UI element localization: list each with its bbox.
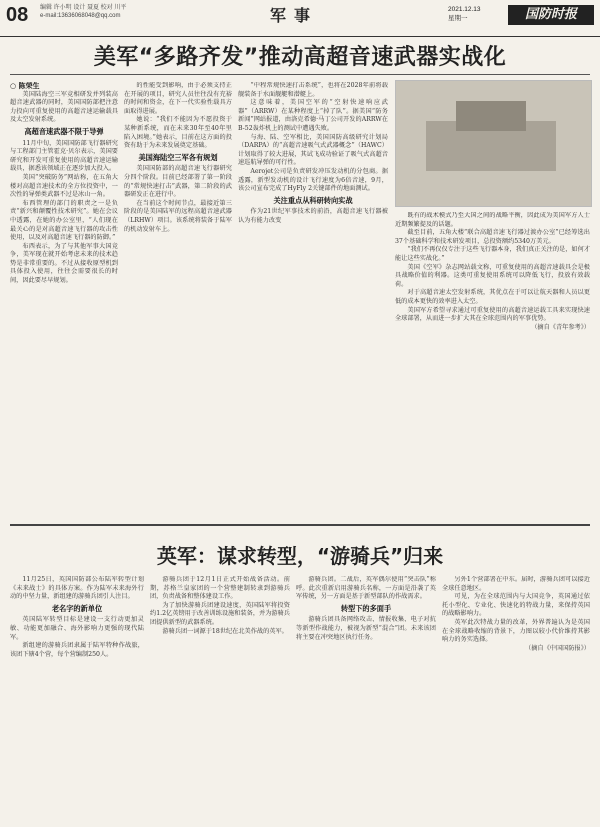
weekday-line: 星期一	[448, 15, 468, 22]
paragraph: 布西管理的部门的职责之一是负责“新兴和颠覆性技术研究”。她在会议中透露，在她的办公室里，“人们现在最关心的是对高超音速飞行器的攻击性使用，以及对高超音速飞行器的防御。”	[10, 199, 118, 242]
paragraph: Aerojet公司是负责研发冲压发动机的分包商。据透露，新型发动机的设计飞行速度为6倍音速，9月，该公司宣布完成了HyFly 2关键部件的地面测试。	[238, 167, 388, 193]
paragraph: 游骑兵团具备网络攻击、情报收集、电子对抗等新型作战能力，被视为新型“混合”团。未来该团将主要在冲突地区执行任务。	[296, 616, 436, 641]
article-separator	[10, 524, 590, 526]
paragraph: 为了加快游骑兵团建设速度，英国陆军将投资约1.2亿英镑用于改善训练设施和装备，并为游骑兵团提供新型的武器系统。	[150, 601, 290, 626]
article1-column-4	[395, 212, 590, 512]
paragraph: 英国陆军转型目标是建设一支行动更加灵敏、功能更加融合、海外影响力更强的现代陆军。	[10, 616, 144, 641]
newspaper-logo: 国防时报	[508, 5, 594, 25]
article1-column-1	[10, 82, 118, 522]
email-line: e-mail:13636068048@qq.com	[40, 13, 121, 19]
paragraph: 美国国防部的高超音速飞行器研究分四个阶段。目前已经部署了第一阶段的“常规快速打击”武器，第二阶段的武器研发正在进行中。	[124, 165, 232, 199]
paragraph: 这意味着，美国空军的“空射快速响应武器”（ARRW）在某种程度上“掉了队”。据美国“防务新闻”网站报道，由洛克希德·马丁公司开发的ARRW在B-52轰炸机上的测试中遭遇失败。	[238, 99, 388, 132]
article2-column-3	[296, 576, 436, 821]
subhead: 高超音速武器不限于导弹	[24, 126, 104, 136]
subhead: 转型下的多面手	[340, 603, 392, 613]
page-number: 08	[6, 4, 29, 26]
article2-headline: 英军：谋求转型，“游骑兵”归来	[156, 544, 444, 568]
paragraph: 截至目前，五角大楼“联合高超音速飞行器过渡办公室”已经筹选出37个基础科学和技术研发项目，总投资额约5340万美元。	[395, 229, 590, 245]
editors-line: 编辑 许小明 设计 聂夏 校对 川平	[40, 5, 127, 11]
article2-column-4	[442, 576, 590, 821]
subhead: 美国海陆空三军各有规划	[138, 152, 218, 162]
article2-column-1	[10, 576, 144, 821]
paragraph: 的性能受到影响，由于必须支持正在开展的项目，研究人员往往没有充裕的时间和资金，在下一代实验性载具方面取得进展。	[124, 82, 232, 115]
article1-headline: 美军“多路齐发”推动高超音速武器实战化	[93, 45, 507, 70]
paragraph: 美国《空军》杂志网站载文称，可重复使用的高超音速载具会是极具战略价值的利器。这类可重复使用系统可以降低飞行，投放有效载荷。	[395, 263, 590, 288]
paragraph: “我们不再仅仅专注于这些飞行器本身，我们真正关注的是，如何才能让这些实战化。”	[395, 246, 590, 262]
article2-column-2	[150, 576, 290, 821]
paragraph: “中程常规快速打击系统”，也将在2028年前将载舰装备于水面舰艇和潜艇上。	[238, 82, 388, 98]
article1-column-3	[238, 82, 388, 522]
paragraph: 另外1个营部署在中东。届时，游骑兵团可以接近全球任意地区。	[442, 576, 590, 592]
author-byline: ○ 陈荣生	[10, 82, 40, 90]
paragraph: 她说：“我们不能因为不愿投资于某种新系统，而在未来30年至40年里陷入困境。”她表示，目前在这方面的投资有助于为未来发展奠定基础。	[124, 116, 232, 150]
paragraph: 布西表示，为了与其他军事大国竞争，美军现在就开始考虑未来的技术趋势是非常重要的。不过从接收原型机到具体投入使用，往往会需要很长的时间，因此要尽早规划。	[10, 242, 118, 285]
source-note: （摘自《中国国防报》）	[525, 644, 590, 652]
paragraph: 与海、陆、空军相比，美国国防高级研究计划局（DARPA）的“高超音速吸气式武器概念”（HAWC）计划取得了较大进展，其试飞成功验证了吸气式高超音速巡航导弹的可行性。	[238, 133, 388, 167]
paragraph: 既有的战术模式乃至大国之间的战略平衡，因此成为美国军方人士近期频繁提及的话题。	[395, 212, 590, 228]
paragraph: 英军此次特战力量的改革，外界普遍认为是英国在全球战略收缩的背景下，力图以较小代价维持其影响力的务实选择。	[442, 618, 590, 644]
subhead: 老名字的新单位	[51, 603, 103, 613]
editor-credits	[40, 4, 126, 20]
paragraph: 美国军方希望寻求通过可重复使用的高超音速运载工具来实现快速全球部署，从而进一步扩大其在全球范围内的军事优势。	[395, 306, 590, 323]
source-note: （摘自《青年参考》）	[531, 323, 590, 331]
date-line: 2021.12.13	[448, 6, 481, 13]
paragraph: 作为21世纪军事技术的前沿，高超音速飞行器被认为有能力改变	[238, 208, 388, 224]
paragraph: 11月中旬，美国国防部飞行器研究与工程部门主管霍克·贝尔表示，美国要研究和开发可重复使用的高超音速运输载具，据悉该领域正在逐步加大投入。	[10, 139, 118, 173]
paragraph: 新组建的游骑兵团隶属于陆军特种作战旅，该团下辖4个营，每个营编制250人。	[10, 642, 144, 658]
photo-image	[396, 81, 591, 206]
paragraph: 在当前这个时间节点，最接近第三阶段的是美国陆军的远程高超音速武器（LRHW）项目。该系统将装备于陆军的机动发射车上。	[124, 199, 232, 233]
author-name: 陈荣生	[18, 82, 40, 90]
subhead: 关注重点从科研转向实战	[273, 195, 353, 205]
section-title: 军事	[270, 6, 319, 25]
paragraph: 11月25日，英国国防部公布陆军转型计划《未来战士》的具体方案。作为陆军未来海外行动的中坚力量，新组建的游骑兵团引人注目。	[10, 576, 144, 601]
paragraph: 美国“突破防务”网站称，在五角大楼对高超音速技术的全方位投资中，一次性的导弹类武器不过是冰山一角。	[10, 173, 118, 199]
paragraph: 对于高超音速太空发射系统，其优点在于可以让航天器和人员以更低的成本更快的效率进入太空。	[395, 289, 590, 305]
paragraph: 美国陆海空三军竞相研发并列装高超音速武器的同时，美国国防部把注意力投向可重复使用的高超音速运输载具及太空发射系统。	[10, 90, 118, 124]
news-photo	[395, 80, 592, 207]
paragraph: 可见，为在全球范围内与大国竞争，英国通过依托小型化、专业化、快速化的特战力量，来保持英国的战略影响力。	[442, 593, 590, 618]
paragraph: 游骑兵团于12月1日正式开始战备活动。前期，苏格兰皇家团的一个营整建制转隶到游骑兵团，负责战备和整体建设工作。	[150, 576, 290, 601]
article1-column-2	[124, 82, 232, 522]
divider	[10, 74, 590, 75]
issue-date	[448, 5, 481, 23]
paragraph: 游骑兵团。二战后，英军偶尔使用“突击队”称呼。此次重新启用游骑兵名称，一方面是沿袭了英军传统，另一方面是基于新型部队的作战需求。	[296, 576, 436, 601]
paragraph: 游骑兵团一词源于18世纪在北美作战的英军。	[162, 627, 288, 635]
